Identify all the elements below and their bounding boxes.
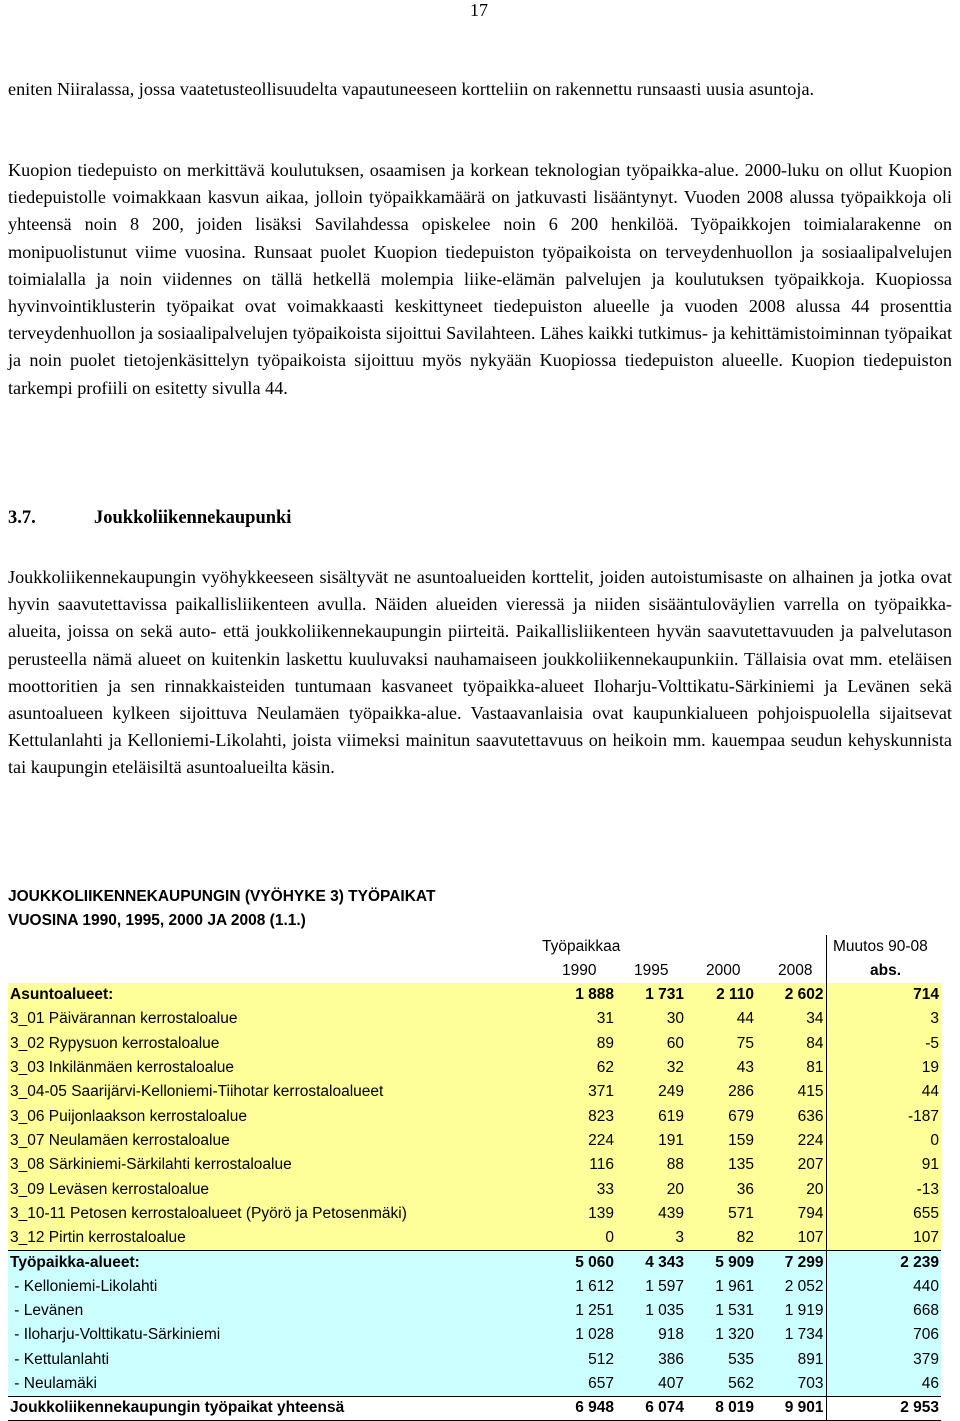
value-2000: 571 (686, 1202, 756, 1226)
paragraph-tiedepuisto: Kuopion tiedepuisto on merkittävä koulutuksen, osaamisen ja korkean teknologian työpaikka-alue. 2000-luku on ollut Kuopion tiedepuistolle voimakkaan kasvun aikaa, jolloin työpaikkamäärä on jatkuvasti lisääntynyt. Vuoden 2008 alussa työpaikkoja oli yhteensä noin 8 200, joiden lisäksi Savilahdessa opiskelee noin 6 200 henkilöä. Työpaikkojen toimialarakenne on monipuolistunut viime vuosina. Runsaat puolet Kuopion tiedepuiston työpaikoista on terveydenhuollon ja sosiaalipalvelujen toimialalla ja noin viidennes on tällä hetkellä molempia liike-elämän palvelujen ja koulutuksen työpaikkoja. Kuopiossa hyvinvointiklusterin työpaikat ovat voimakkaasti keskittyneet tiedepuiston alueelle ja vuoden 2008 alussa 44 prosenttia terveydenhuollon ja sosiaalipalvelujen työpaikoista sijoittui Savilahteen. Lähes kaikki tutkimus- ja kehittämistoiminnan työpaikat ja noin puolet tietojenkäsittelyn työpaikoista sijoittuu myös nykyään Kuopiossa tiedepuiston alueelle. Kuopion tiedepuiston tarkempi profiili on esitetty sivulla 44. (8, 160, 952, 398)
value-2000: 2 110 (686, 983, 756, 1007)
workplaces-table (8, 983, 941, 1421)
value-1990: 1 251 (530, 1299, 616, 1323)
value-2008: 2 602 (756, 983, 826, 1007)
value-change: 0 (826, 1129, 941, 1153)
value-1990: 224 (530, 1129, 616, 1153)
value-1990: 0 (530, 1226, 616, 1250)
table-title (8, 885, 435, 933)
value-1995: 407 (616, 1372, 686, 1396)
value-1995: 439 (616, 1202, 686, 1226)
table-row (8, 1226, 941, 1250)
value-2000: 44 (686, 1007, 756, 1031)
value-2008: 224 (756, 1129, 826, 1153)
value-1990: 657 (530, 1372, 616, 1396)
table-row (8, 1323, 941, 1347)
value-1995: 1 597 (616, 1275, 686, 1299)
value-change: 440 (826, 1275, 941, 1299)
value-2000: 135 (686, 1153, 756, 1177)
value-change: 379 (826, 1347, 941, 1371)
value-1995: 249 (616, 1080, 686, 1104)
row-label: 3_02 Rypysuon kerrostaloalue (8, 1032, 530, 1056)
value-1995: 1 035 (616, 1299, 686, 1323)
row-label: 3_06 Puijonlaakson kerrostaloalue (8, 1104, 530, 1128)
table-row (8, 1275, 941, 1299)
row-label: - Kettulanlahti (8, 1347, 530, 1371)
value-change: 2 239 (826, 1250, 941, 1274)
value-change: 107 (826, 1226, 941, 1250)
value-2008: 2 052 (756, 1275, 826, 1299)
value-change: 3 (826, 1007, 941, 1031)
value-1995: 3 (616, 1226, 686, 1250)
value-change: 668 (826, 1299, 941, 1323)
value-1995: 60 (616, 1032, 686, 1056)
value-1995: 6 074 (616, 1396, 686, 1420)
table-row (8, 1372, 941, 1396)
table-row (8, 983, 941, 1007)
value-2000: 286 (686, 1080, 756, 1104)
row-label: - Neulamäki (8, 1372, 530, 1396)
value-2008: 1 919 (756, 1299, 826, 1323)
value-change: 655 (826, 1202, 941, 1226)
row-label: - Kelloniemi-Likolahti (8, 1275, 530, 1299)
value-1995: 32 (616, 1056, 686, 1080)
section-heading (8, 508, 291, 529)
value-2000: 43 (686, 1056, 756, 1080)
header-year-2008: 2008 (778, 962, 813, 979)
table-row (8, 1153, 941, 1177)
value-change: -13 (826, 1177, 941, 1201)
paragraph-joukkoliikennekaupunki: Joukkoliikennekaupungin vyöhykkeeseen sisältyvät ne asuntoalueiden korttelit, joiden autoistumisaste on alhainen ja jotka ovat hyvin saavutettavissa paikallisliikenteen avulla. Näiden alueiden vieressä ja niiden sisääntuloväylien varrella on työpaikka-alueita, joissa on sekä auto- että joukkoliikennekaupungin piirteitä. Paikallisliikenteen hyvän saavutettavuuden ja palvelutason perusteella nämä alueet on kuitenkin laskettu kuuluvaksi nauhamaiseen joukkoliikennekaupunkiin. Tällaisia ovat mm. eteläisen moottoritien ja sen rinnakkaisteiden tuntumaan kasvaneet työpaikka-alueet Iloharju-Volttikatu-Särkiniemi ja Levänen sekä asuntoalueen kylkeen sijoittuva Neulamäen työpaikka-alue. Vastaavanlaisia ovat kaupunkialueen pohjoispuolella sijaitsevat Kettulanlahti ja Kelloniemi-Likolahti, joista viimeksi mainitun saavutettavuus on heikoin mm. kauempaa seudun kehyskunnista tai kaupungin eteläisiltä asuntoalueilta käsin. (8, 567, 952, 778)
row-label: Asuntoalueet: (8, 983, 530, 1007)
table-row (8, 1032, 941, 1056)
value-2008: 703 (756, 1372, 826, 1396)
row-label: 3_01 Päivärannan kerrostaloalue (8, 1007, 530, 1031)
value-1990: 1 612 (530, 1275, 616, 1299)
row-label: 3_09 Leväsen kerrostaloalue (8, 1177, 530, 1201)
value-2000: 1 531 (686, 1299, 756, 1323)
value-2000: 75 (686, 1032, 756, 1056)
value-1995: 88 (616, 1153, 686, 1177)
header-year-2000: 2000 (706, 962, 741, 979)
section-title: Joukkoliikennekaupunki (94, 508, 292, 528)
value-1995: 30 (616, 1007, 686, 1031)
table-row (8, 1299, 941, 1323)
value-2000: 5 909 (686, 1250, 756, 1274)
value-2008: 794 (756, 1202, 826, 1226)
value-2000: 535 (686, 1347, 756, 1371)
table-row (8, 1129, 941, 1153)
value-1990: 139 (530, 1202, 616, 1226)
value-1995: 386 (616, 1347, 686, 1371)
row-label: Joukkoliikennekaupungin työpaikat yhteensä (8, 1396, 530, 1420)
value-2008: 1 734 (756, 1323, 826, 1347)
value-1990: 6 948 (530, 1396, 616, 1420)
value-1990: 116 (530, 1153, 616, 1177)
table-row (8, 1080, 941, 1104)
value-2008: 415 (756, 1080, 826, 1104)
value-2008: 636 (756, 1104, 826, 1128)
value-2008: 34 (756, 1007, 826, 1031)
row-label: 3_04-05 Saarijärvi-Kelloniemi-Tiihotar kerrostaloalueet (8, 1080, 530, 1104)
value-1990: 33 (530, 1177, 616, 1201)
value-2000: 82 (686, 1226, 756, 1250)
table-row (8, 1202, 941, 1226)
header-tyopaikkaa: Työpaikkaa (542, 938, 621, 955)
row-label: 3_08 Särkiniemi-Särkilahti kerrostaloalue (8, 1153, 530, 1177)
value-2008: 20 (756, 1177, 826, 1201)
table-row (8, 1007, 941, 1031)
value-1990: 1 888 (530, 983, 616, 1007)
value-change: -187 (826, 1104, 941, 1128)
value-1990: 823 (530, 1104, 616, 1128)
value-2008: 107 (756, 1226, 826, 1250)
value-2000: 1 961 (686, 1275, 756, 1299)
header-abs: abs. (870, 962, 902, 979)
value-2008: 81 (756, 1056, 826, 1080)
value-1990: 31 (530, 1007, 616, 1031)
value-2000: 159 (686, 1129, 756, 1153)
value-1990: 371 (530, 1080, 616, 1104)
value-2000: 562 (686, 1372, 756, 1396)
value-1995: 918 (616, 1323, 686, 1347)
value-1995: 1 731 (616, 983, 686, 1007)
row-label: 3_07 Neulamäen kerrostaloalue (8, 1129, 530, 1153)
table-row (8, 1177, 941, 1201)
row-label: 3_03 Inkilänmäen kerrostaloalue (8, 1056, 530, 1080)
row-label: - Levänen (8, 1299, 530, 1323)
value-1995: 619 (616, 1104, 686, 1128)
value-change: 46 (826, 1372, 941, 1396)
value-change: 44 (826, 1080, 941, 1104)
row-label: - Iloharju-Volttikatu-Särkiniemi (8, 1323, 530, 1347)
row-label: Työpaikka-alueet: (8, 1250, 530, 1274)
value-2008: 84 (756, 1032, 826, 1056)
header-year-1990: 1990 (562, 962, 597, 979)
value-change: 91 (826, 1153, 941, 1177)
value-change: 19 (826, 1056, 941, 1080)
paragraph-niirala: eniten Niiralassa, jossa vaatetusteollisuudelta vapautuneeseen kortteliin on rakennettu runsaasti uusia asuntoja. (8, 79, 815, 99)
value-2000: 36 (686, 1177, 756, 1201)
section-number: 3.7. (8, 508, 36, 528)
value-1995: 4 343 (616, 1250, 686, 1274)
value-change: 706 (826, 1323, 941, 1347)
header-divider (826, 935, 827, 983)
value-1990: 5 060 (530, 1250, 616, 1274)
value-2000: 8 019 (686, 1396, 756, 1420)
value-2000: 679 (686, 1104, 756, 1128)
value-1990: 89 (530, 1032, 616, 1056)
table-row (8, 1250, 941, 1274)
row-label: 3_10-11 Petosen kerrostaloalueet (Pyörö ja Petosenmäki) (8, 1202, 530, 1226)
value-2008: 207 (756, 1153, 826, 1177)
page-number: 17 (470, 0, 488, 20)
row-label: 3_12 Pirtin kerrostaloalue (8, 1226, 530, 1250)
value-1995: 20 (616, 1177, 686, 1201)
value-1990: 512 (530, 1347, 616, 1371)
table-title-line1: JOUKKOLIIKENNEKAUPUNGIN (VYÖHYKE 3) TYÖPAIKAT (8, 888, 436, 905)
table-row (8, 1396, 941, 1420)
table-title-line2: VUOSINA 1990, 1995, 2000 JA 2008 (1.1.) (8, 912, 306, 929)
header-year-1995: 1995 (634, 962, 669, 979)
value-change: 2 953 (826, 1396, 941, 1420)
table-row (8, 1104, 941, 1128)
value-2008: 7 299 (756, 1250, 826, 1274)
value-1990: 62 (530, 1056, 616, 1080)
value-change: 714 (826, 983, 941, 1007)
value-2008: 9 901 (756, 1396, 826, 1420)
table-row (8, 1347, 941, 1371)
value-change: -5 (826, 1032, 941, 1056)
header-muutos: Muutos 90-08 (833, 938, 928, 955)
value-2008: 891 (756, 1347, 826, 1371)
value-1990: 1 028 (530, 1323, 616, 1347)
value-2000: 1 320 (686, 1323, 756, 1347)
table-row (8, 1056, 941, 1080)
value-1995: 191 (616, 1129, 686, 1153)
